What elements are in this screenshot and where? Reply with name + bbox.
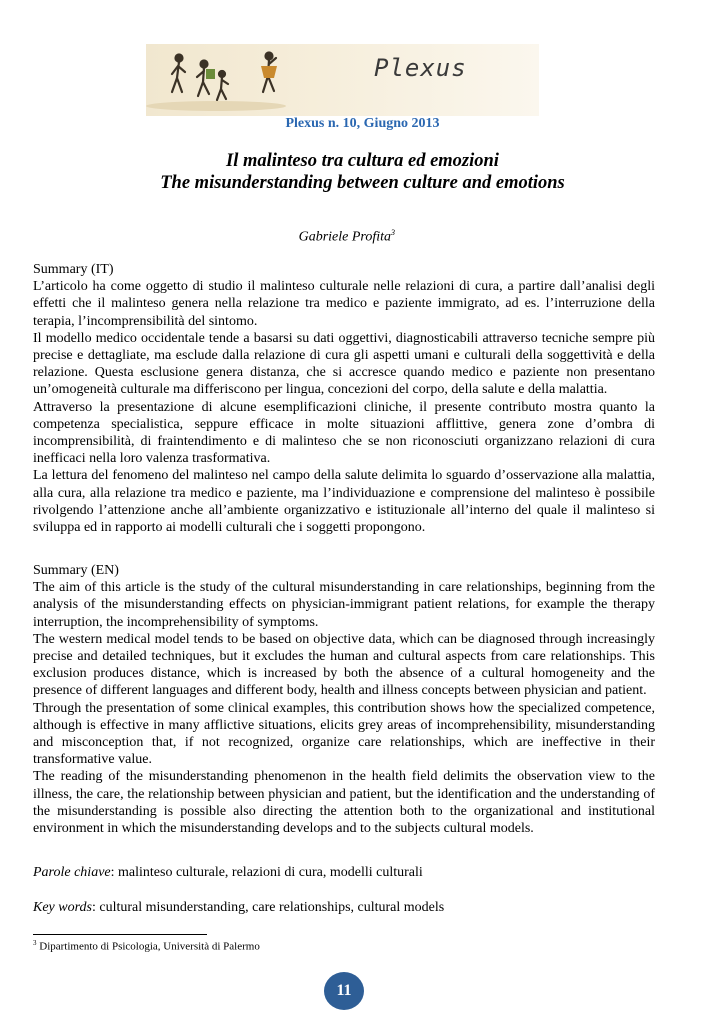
- author: [299, 228, 395, 246]
- title-english: The misunderstanding between culture and emotions: [160, 173, 565, 193]
- keywords-it-label: Parole chiave: [33, 865, 111, 880]
- keywords-italian: [33, 864, 655, 881]
- footnote-rule: [33, 934, 207, 935]
- header-banner: [146, 44, 539, 116]
- title-italian: Il malinteso tra cultura ed emozioni: [226, 151, 499, 171]
- summary-en-paragraph: Through the presentation of some clinical examples, this contribution shows how the specialized competence, although is effective in many afflictive situations, elicits grey areas of incomprehensibility, misunderstanding and misconception that, if not recognized, organize care relationships, which are ineffective in their transformative value.: [33, 700, 655, 768]
- keywords-english: [33, 899, 655, 916]
- summary-it: [33, 261, 655, 536]
- footnote: [33, 939, 260, 953]
- keywords-it-text: : malinteso culturale, relazioni di cura, modelli culturali: [110, 865, 423, 880]
- summary-it-paragraph: La lettura del fenomeno del malinteso nel campo della salute delimita lo sguardo d’osservazione alla malattia, alla cura, alla relazione tra medico e paziente, ma l’individuazione e comprensione del malinteso è possibile rivolgendo l’attenzione anche all’ambiente organizzativo e istituzionale all’interno del quale il malinteso si sviluppa ed in rapporto ai modelli culturali che i soggetti propongono.: [33, 468, 655, 536]
- author-name: Gabriele Profita: [298, 229, 391, 245]
- summary-it-heading: Summary (IT): [33, 262, 114, 277]
- footnote-mark: 3: [33, 939, 37, 947]
- page-number: 11: [324, 972, 364, 1010]
- figures-illustration: [146, 44, 539, 116]
- summary-it-paragraph: Il modello medico occidentale tende a basarsi su dati oggettivi, diagnosticabili attraverso tecniche sempre più precise e dettagliate, ma esclude dalla relazione di cura gli aspetti umani e culturali della soggettività e della relazione. Questa esclusione genera distanza, che si accresce quando medico e paziente non presentano un’omogeneità culturale ma differiscono per lingua, concezioni del corpo, della salute e della malattia.: [33, 330, 655, 398]
- summary-it-paragraph: Attraverso la presentazione di alcune esemplificazioni cliniche, il presente contributo mostra quanto la competenza specialistica, seppure efficace in molte situazioni afflittive, genera zone d’ombra di incomprensibilità, di fraintendimento e di malinteso che se non riconosciuti organizzano relazioni di cura inefficaci nella loro valenza trasformativa.: [33, 399, 655, 467]
- footnote-text: Dipartimento di Psicologia, Università di Palermo: [36, 940, 260, 953]
- summary-en-paragraph: The reading of the misunderstanding phenomenon in the health field delimits the observation view to the illness, the care, the relationship between physician and patient, but the identification and the understanding of the misunderstanding is possible also directing the attention both to the organizational and institutional environment in which the misunderstanding develops and to the subjects cultural models.: [33, 769, 655, 837]
- summary-it-paragraph: L’articolo ha come oggetto di studio il malinteso culturale nelle relazioni di cura, a partire dall’analisi degli effetti che il malinteso genera nella relazione tra medico e paziente immigrato, ad es. l’interruzione della terapia, l’incomprensibilità del sintomo.: [33, 279, 655, 329]
- author-note-mark: 3: [391, 228, 395, 237]
- plexus-logo: Plexus: [374, 54, 467, 82]
- keywords-en-label: Key words: [33, 900, 92, 915]
- issue-line: Plexus n. 10, Giugno 2013: [285, 116, 440, 131]
- summary-en-heading: Summary (EN): [33, 563, 119, 578]
- summary-en-paragraph: The aim of this article is the study of the cultural misunderstanding in care relationships, beginning from the analysis of the misunderstanding effects on physician-immigrant patient relations, for example the therapy interruption, the incomprehensibility of symptoms.: [33, 580, 655, 630]
- summary-en-paragraph: The western medical model tends to be based on objective data, which can be diagnosed through increasingly precise and detailed techniques, but it excludes the human and cultural aspects from care relationships. This exclusion produces distance, which is increased by both the absence of a cultural homogeneity and the presence of different languages and different body, health and illness concepts between physician and patient.: [33, 631, 655, 699]
- summary-en: [33, 562, 655, 837]
- keywords-en-text: : cultural misunderstanding, care relationships, cultural models: [91, 900, 445, 915]
